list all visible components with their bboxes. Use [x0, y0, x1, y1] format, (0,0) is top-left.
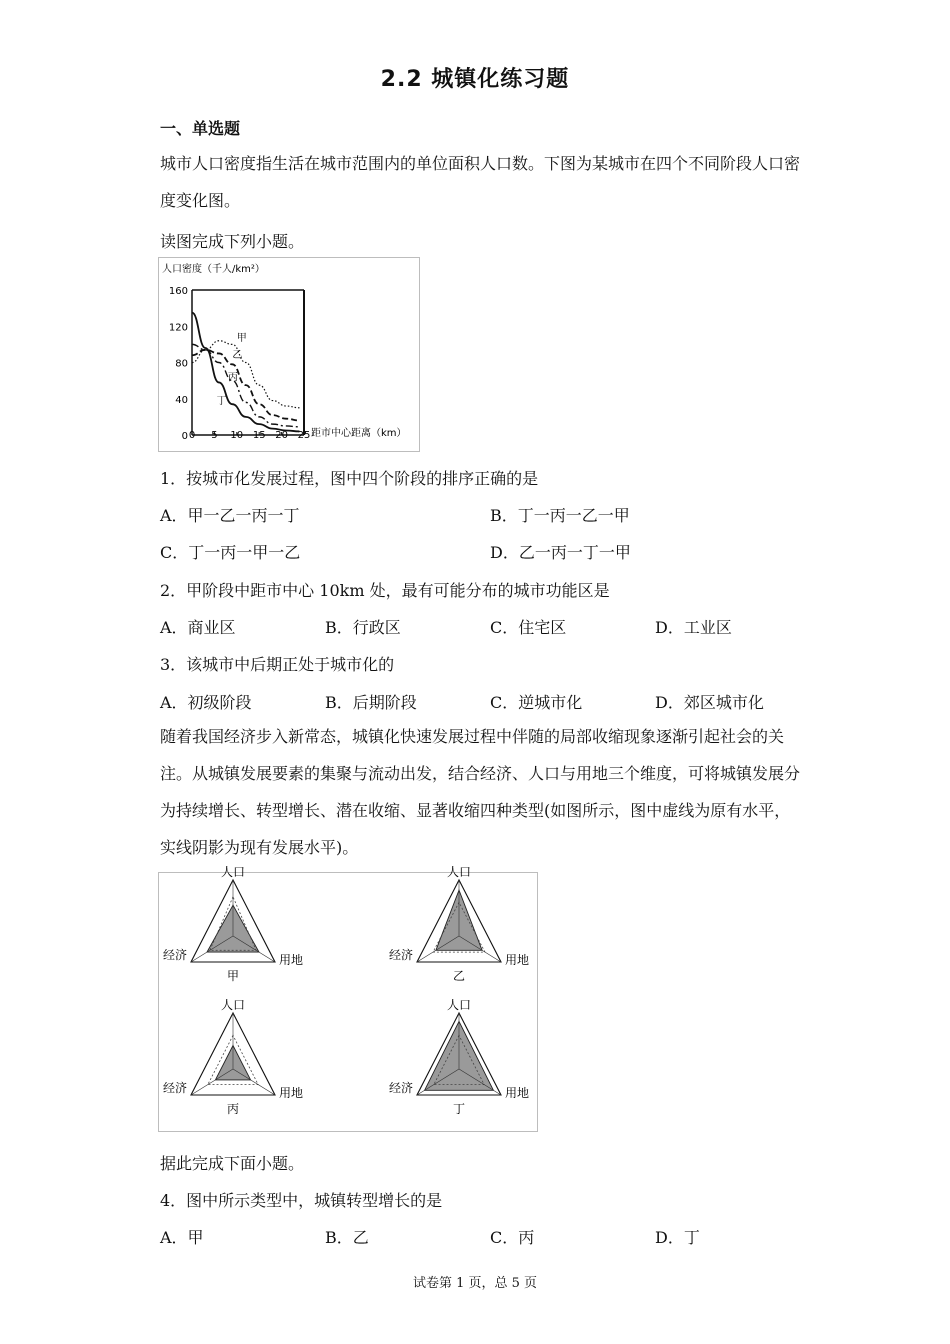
- chart-x-tick-label: 20: [275, 430, 288, 441]
- q3-option-a[interactable]: A．初级阶段: [160, 693, 252, 712]
- q1-option-a[interactable]: A．甲一乙一丙一丁: [160, 506, 300, 525]
- chart-x-tick-label: 25: [297, 430, 311, 441]
- q4-stem: 4．图中所示类型中，城镇转型增长的是: [160, 1191, 443, 1210]
- passage-2: 随着我国经济步入新常态，城镇化快速发展过程中伴随的局部收缩现象逐渐引起社会的关注。从城镇发展要素的集聚与流动出发，结合经济、人口与用地三个维度，可将城镇发展分为持续增长、转型增长、潜在收缩、显著收缩四种类型(如图所示，图中虚线为原有水平，实线阴影为现有发展水平)。: [160, 727, 801, 857]
- chart-series-line-2: [192, 350, 300, 421]
- radar-panel: [389, 998, 529, 1116]
- chart-y-tick-label: 80: [175, 358, 188, 370]
- chart-series-label: 丁: [216, 396, 227, 408]
- chart-y-tick-label: 40: [175, 394, 188, 406]
- q2-option-c[interactable]: C．住宅区: [490, 618, 567, 637]
- chart-series-label: 乙: [232, 349, 243, 361]
- passage-1-instruction: 读图完成下列小题。: [160, 232, 305, 251]
- chart-title: 人口密度（千人/km²）: [162, 264, 265, 275]
- q3-option-d[interactable]: D．郊区城市化: [655, 693, 764, 712]
- radar-figure-frame: [158, 865, 538, 1132]
- q4-option-c[interactable]: C．丙: [490, 1228, 535, 1247]
- chart-x-tick-label: 10: [230, 430, 244, 441]
- chart-y-tick-label: 0: [181, 431, 188, 442]
- q1-stem: 1．按城市化发展过程，图中四个阶段的排序正确的是: [160, 469, 539, 488]
- chart-series-line-4: [192, 313, 300, 432]
- q3-option-b[interactable]: B．后期阶段: [325, 693, 417, 712]
- passage-1: 城市人口密度指生活在城市范围内的单位面积人口数。下图为某城市在四个不同阶段人口密度变化图。: [160, 154, 801, 210]
- density-chart: [159, 258, 419, 451]
- chart-x-label: 距市中心距离（km）: [311, 428, 407, 439]
- chart-x-tick-label: 5: [211, 430, 218, 441]
- q2-option-b[interactable]: B．行政区: [325, 618, 401, 637]
- radar-axis-left-label: 经济: [388, 948, 413, 962]
- radar-axis-left-label: 经济: [162, 1081, 187, 1095]
- q2-stem: 2．甲阶段中距市中心 10km 处，最有可能分布的城市功能区是: [160, 581, 610, 600]
- radar-panel-label: 丙: [226, 1102, 240, 1116]
- radar-axis-right-label: 用地: [279, 1086, 304, 1100]
- radar-axis-top-label: 人口: [220, 865, 246, 879]
- radar-axis-right-label: 用地: [505, 953, 530, 967]
- radar-figure: [159, 865, 537, 1131]
- q2-option-a[interactable]: A．商业区: [160, 618, 236, 637]
- q4-option-a[interactable]: A．甲: [160, 1228, 204, 1247]
- radar-panel: [389, 865, 529, 983]
- page-footer: 试卷第 1 页，总 5 页: [412, 1276, 538, 1291]
- q4-option-d[interactable]: D．丁: [655, 1228, 700, 1247]
- q3-stem: 3．该城市中后期正处于城市化的: [160, 655, 395, 674]
- q1-option-d[interactable]: D．乙一丙一丁一甲: [490, 543, 631, 562]
- chart-x-tick-label: 15: [252, 430, 266, 441]
- q4-option-b[interactable]: B．乙: [325, 1228, 369, 1247]
- radar-axis-top-label: 人口: [446, 998, 472, 1012]
- page-title: 2.2 城镇化练习题: [380, 67, 570, 92]
- q1-option-b[interactable]: B．丁一丙一乙一甲: [490, 506, 630, 525]
- radar-panel: [163, 998, 303, 1116]
- chart-x-tick-label: 0: [188, 430, 196, 441]
- q3-option-c[interactable]: C．逆城市化: [490, 693, 583, 712]
- radar-axis-left-label: 经济: [388, 1081, 413, 1095]
- radar-axis-right-label: 用地: [505, 1086, 530, 1100]
- radar-axis-left-label: 经济: [162, 948, 187, 962]
- radar-axis-right-label: 用地: [279, 953, 304, 967]
- chart-series-label: 丙: [227, 372, 238, 384]
- chart-y-tick-label: 160: [168, 286, 188, 297]
- chart-y-tick-label: 120: [168, 322, 188, 334]
- radar-panel-label: 丁: [452, 1102, 466, 1116]
- radar-panel: [163, 865, 303, 983]
- radar-axis-top-label: 人口: [220, 998, 246, 1012]
- q2-option-d[interactable]: D．工业区: [655, 618, 732, 637]
- radar-panel-label: 乙: [452, 969, 466, 983]
- q1-option-c[interactable]: C．丁一丙一甲一乙: [160, 543, 301, 562]
- chart-series-label: 甲: [236, 332, 247, 344]
- density-chart-frame: [158, 257, 420, 452]
- radar-panel-label: 甲: [226, 969, 240, 983]
- passage-2-instruction: 据此完成下面小题。: [160, 1154, 305, 1173]
- radar-axis-top-label: 人口: [446, 865, 472, 879]
- section-heading: 一、单选题: [160, 119, 241, 138]
